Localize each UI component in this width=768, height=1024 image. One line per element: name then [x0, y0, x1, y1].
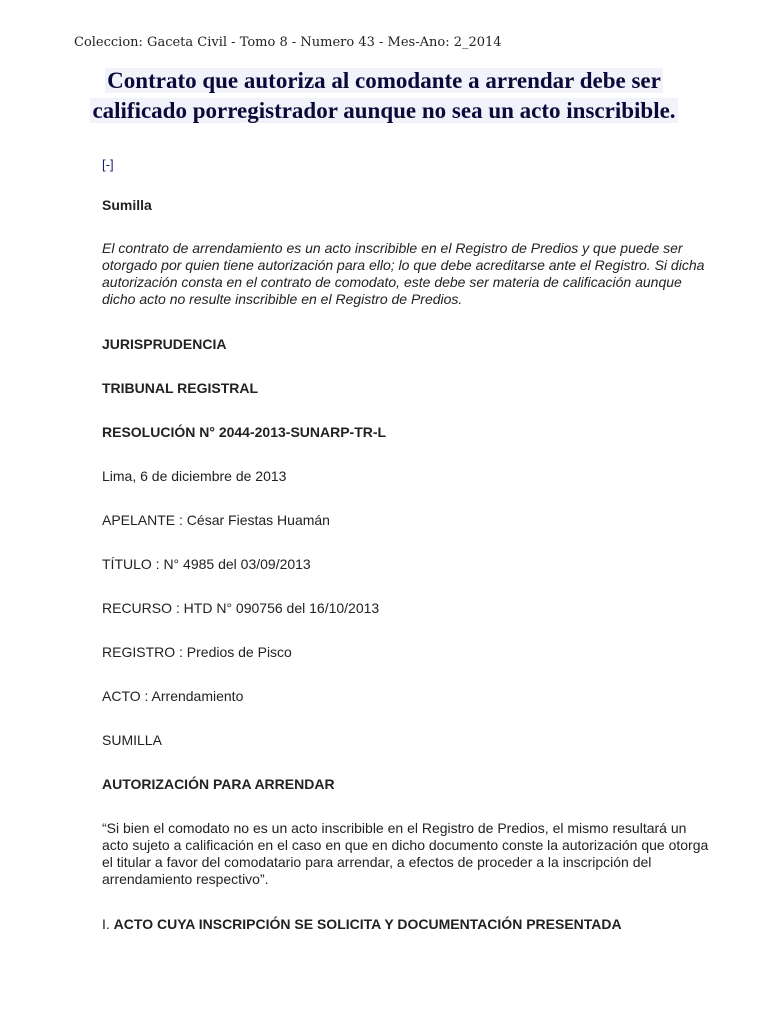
apelante-line: APELANTE : César Fiestas Huamán: [102, 512, 330, 528]
fecha-line: Lima, 6 de diciembre de 2013: [102, 468, 287, 484]
jurisprudencia-heading: JURISPRUDENCIA: [102, 336, 227, 352]
tribunal-heading: TRIBUNAL REGISTRAL: [102, 380, 259, 396]
article-title-line-2: calificado porregistrador aunque no sea un acto inscribible.: [92, 98, 676, 123]
registro-line: REGISTRO : Predios de Pisco: [102, 644, 292, 660]
collapse-toggle-link[interactable]: [-]: [102, 157, 114, 172]
quote-paragraph: “Si bien el comodato no es un acto inscribible en el Registro de Predios, el mismo resultará un acto sujeto a calificación en el caso en que en dicho documento conste la autorización que otorga el titular a favor del comodatario para arrendar, a efectos de proceder a la inscripción del arrendamiento respectivo”.: [102, 820, 709, 887]
sumilla-text: El contrato de arrendamiento es un acto inscribible en el Registro de Predios y que puede ser otorgado por quien tiene autorización para ello; lo que debe acreditarse ante el Registro. Si dicha autorización consta en el contrato de comodato, este debe ser materia de calificación aunque dicho acto no resulte inscribible en el Registro de Predios.: [102, 240, 705, 307]
article-title-line-1: Contrato que autoriza al comodante a arrendar debe ser: [107, 68, 661, 93]
autorizacion-heading: AUTORIZACIÓN PARA ARRENDAR: [102, 776, 335, 792]
resolucion-heading: RESOLUCIÓN N° 2044-2013-SUNARP-TR-L: [102, 424, 387, 440]
sumilla-heading: Sumilla: [102, 197, 152, 213]
recurso-line: RECURSO : HTD N° 090756 del 16/10/2013: [102, 600, 380, 616]
sumilla-caps-line: SUMILLA: [102, 732, 162, 748]
article-body: [102, 156, 712, 955]
article-title: [0, 66, 768, 126]
collection-header: Coleccion: Gaceta Civil - Tomo 8 - Numero 43 - Mes-Ano: 2_2014: [74, 35, 502, 50]
section-heading-text: ACTO CUYA INSCRIPCIÓN SE SOLICITA Y DOCUMENTACIÓN PRESENTADA: [113, 916, 622, 932]
titulo-line: TÍTULO : N° 4985 del 03/09/2013: [102, 556, 311, 572]
section-heading: [102, 916, 712, 932]
acto-line: ACTO : Arrendamiento: [102, 688, 244, 704]
section-number: I.: [102, 916, 110, 932]
